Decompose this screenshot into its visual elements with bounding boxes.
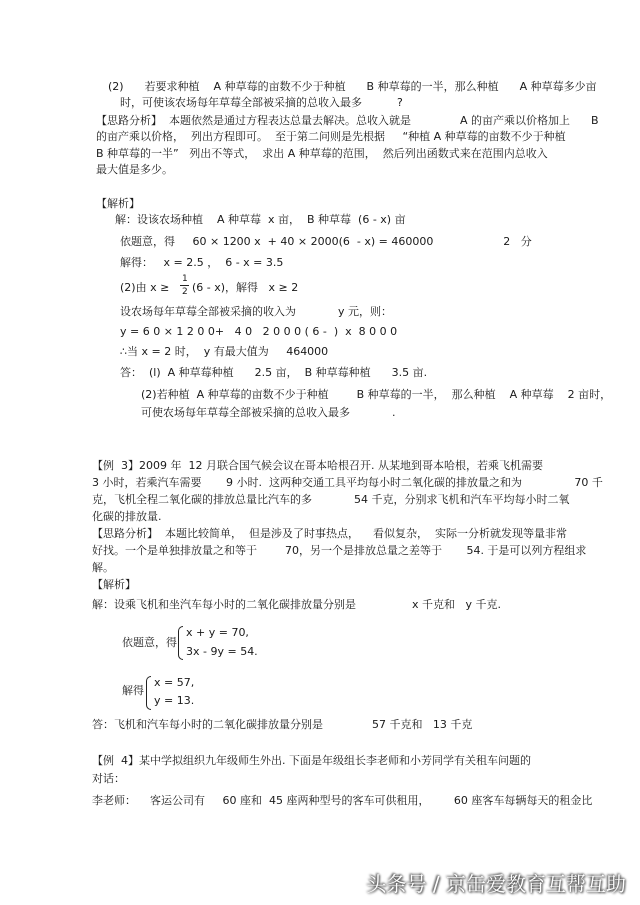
answer-line-2: (2)若种植 A 种草莓的亩数不少于种植 B 种草莓的一半， 那么种植 A 种草莓 2 亩时， [141,388,612,401]
example-3-analysis-1: 【思路分析】 本题比较简单， 但是涉及了时事热点， 看似复杂， 实际一分析就发现等量非常 [92,527,567,540]
answer-line-3: 可使农场每年草莓全部被采摘的总收入最多 . [141,406,396,419]
income-line: 设农场每年草莓全部被采摘的收入为 y 元，则： [120,305,392,318]
example-3-line-2: 3 小时，若乘汽车需要 9 小时. 这两种交通工具平均每小时二氧化碳的排放量之和为 70 千 [92,476,603,489]
question-2-line-1: (2) 若要求种植 A 种草莓的亩数不少于种植 B 种草莓的一半，那么种植 A 种草莓多少亩 [108,80,597,93]
solution-label: 解得 [122,684,144,697]
income-function: y = 6 0 × 1 2 0 0+ 4 0 2 0 0 0 ( 6 - ) x 8 0 0 0 [120,325,398,338]
watermark: 头条号 / 京缶爱教育互帮互助 [366,872,626,896]
example-3-line-3: 克，飞机全程二氧化碳的排放总量比汽车的多 54 千克，分别求飞机和汽车平均每小时二氧 [92,493,570,506]
system-brace [178,626,183,660]
example-3-analysis-3: 解。 [92,561,114,574]
fraction-denominator: 2 [182,287,188,297]
system-equation-1: x + y = 70, [186,626,249,639]
question-2-line-2: 时，可使该农场每年草莓全部被采摘的总收入最多 ? [120,96,403,109]
example-4-line-3: 李老师： 客运公司有 60 座和 45 座两种型号的客车可供租用， 60 座客车每辆每天的租金比 [92,794,593,807]
fraction-bar [180,285,189,286]
analysis-line-3: B 种草莓的一半” 列出不等式， 求出 A 种草莓的范围， 然后列出函数式来在范围内总收入 [96,147,548,160]
example-3-analysis-2: 好找。一个是单独排放量之和等于 70，另一个是排放总量之差等于 54. 于是可以列方程组求 [92,544,587,557]
solution-line: 解：设该农场种植 A 种草莓 x 亩， B 种草莓 (6 - x) 亩 [115,213,406,226]
solution-y: y = 13. [154,694,195,707]
example-3-solution-heading: 【解析】 [92,578,136,591]
example-3-setup: 解：设乘飞机和坐汽车每小时的二氧化碳排放量分别是 x 千克和 y 千克. [92,598,501,611]
solution-x: x = 57, [154,676,195,689]
analysis-line-4: 最大值是多少。 [96,163,173,176]
result-line: 解得： x = 2.5 ， 6 - x = 3.5 [120,256,284,269]
analysis-line-2: 的亩产乘以价格， 列出方程即可。 至于第二问则是先根据 “种植 A 种草莓的亩数不少于种植 [96,130,566,143]
solution-heading: 【解析】 [96,197,140,210]
system-equation-2: 3x - 9y = 54. [186,645,258,658]
example-4-line-2: 对话： [92,772,125,785]
example-3-answer: 答：飞机和汽车每小时的二氧化碳排放量分别是 57 千克和 13 千克 [92,718,473,731]
equation-line: 依题意，得 60 × 1200 x + 40 × 2000(6 - x) = 460000 2 分 [120,235,532,248]
max-value-line: ∴当 x = 2 时， y 有最大值为 464000 [120,345,329,358]
system-label: 依题意，得 [122,636,177,649]
analysis-line-1: 【思路分析】 本题依然是通过方程表达总量去解决。总收入就是 A 的亩产乘以价格加上 B [96,114,599,127]
answer-line-1: 答： (l) A 种草莓种植 2.5 亩， B 种草莓种植 3.5 亩. [120,366,428,379]
example-3-line-4: 化碳的排放量. [92,510,162,523]
fraction-numerator: 1 [182,274,188,284]
inequality-line: (2)由 x ≥ [120,281,170,294]
inequality-line-rest: (6 - x)，解得 x ≥ 2 [192,281,299,294]
example-4-line-1: 【例 4】某中学拟组织九年级师生外出. 下面是年级组长李老师和小芳同学有关租车问题的 [92,754,531,767]
solution-brace [146,676,151,710]
example-3-line-1: 【例 3】2009 年 12 月联合国气候会议在哥本哈根召开. 从某地到哥本哈根，若乘飞机需要 [92,459,543,472]
